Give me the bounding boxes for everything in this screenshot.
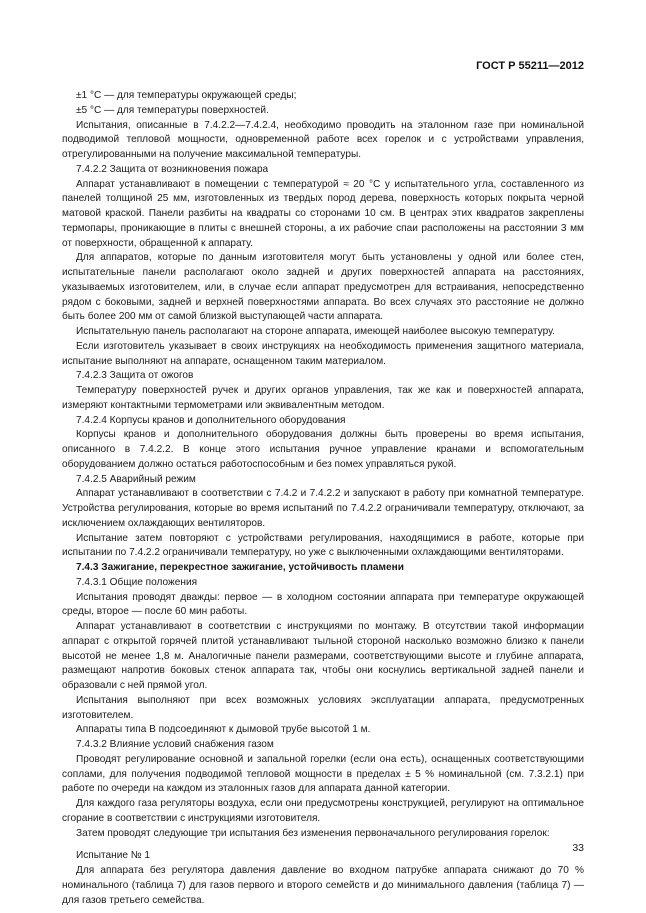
paragraph: Затем проводят следующие три испытания без изменения первоначального регулирования горелок: [76, 827, 550, 839]
section-heading: 7.4.3.1 Общие положения [76, 576, 198, 588]
document-body [62, 89, 584, 908]
paragraph: Испытания проводят дважды: первое — в холодном состоянии аппарата при температуре окружающей среды, второе — после 60 мин работы. [62, 591, 584, 618]
paragraph: Корпусы кранов и дополнительного оборудования должны быть проверены во время испытания, описанного в 7.4.2.2. В конце этого испытания ручное управление кранами и вспомогательным оборудованием должно остаться работоспособным и без помех управляться рукой. [62, 429, 584, 470]
paragraph: Температуру поверхностей ручек и других органов управления, так же как и поверхностей аппарата, измеряют контактными термометрами или эквивалентным методом. [62, 385, 584, 411]
page-number: 33 [572, 842, 584, 854]
paragraph-gap [62, 841, 584, 849]
standard-header: ГОСТ Р 55211—2012 [476, 60, 584, 72]
paragraph: Аппараты типа В подсоединяют к дымовой трубе высотой 1 м. [76, 724, 371, 736]
section-heading: 7.4.2.3 Защита от ожогов [76, 370, 194, 382]
section-heading: Испытание № 1 [76, 850, 151, 862]
section-heading: 7.4.3 Зажигание, перекрестное зажигание, устойчивость пламени [76, 562, 404, 573]
section-heading: 7.4.3.2 Влияние условий снабжения газом [76, 739, 274, 750]
paragraph: Если изготовитель указывает в своих инструкциях на необходимость применения защитного материала, испытание выполняют на аппарате, оснащенном таким материалом. [62, 340, 584, 367]
section-heading: 7.4.2.5 Аварийный режим [76, 473, 196, 485]
paragraph: Испытания выполняют при всех возможных условиях эксплуатации аппарата, предусмотренных изготовителем. [62, 694, 584, 721]
paragraph: Проводят регулирование основной и запальной горелки (если она есть), оснащенных соответствующими соплами, для получения подводимой тепловой мощности в пределах ± 5 % номинальной (см. 7.3.2.1) при работе по очереди на каждом из эталонных газов для аппарата данной категории. [62, 753, 584, 795]
paragraph: ±1 °С — для температуры окружающей среды; [76, 90, 297, 101]
section-heading: 7.4.2.2 Защита от возникновения пожара [76, 163, 269, 175]
paragraph: Для аппарата без регулятора давления давление во входном патрубке аппарата снижают до 70 % номинального (таблица 7) для газов первого и второго семейств и до минимального давления (таблица 7) — для газов третьего семейства. [62, 865, 584, 906]
paragraph: Аппарат устанавливают в помещении с температурой ≈ 20 °С у испытательного угла, составленного из панелей толщиной 25 мм, изготовленных из твердых пород дерева, поверхность которых покрыта черной матовой краской. Панели разбиты на квадраты со сторонами 10 см. В центрах этих квадратов закреплены термопары, проникающие в плиты с внешней стороны, а их рабочие спаи расположены на расстоянии 3 мм от поверхности, обращенной к аппарату. [62, 178, 584, 249]
paragraph: Испытания, описанные в 7.4.2.2—7.4.2.4, необходимо проводить на эталонном газе при номинальной подводимой тепловой мощности, одновременной работе всех горелок и с устройствами управления, отрегулированными на получение максимальной температуры. [62, 119, 584, 160]
paragraph: Испытательную панель располагают на стороне аппарата, имеющей наиболее высокую температуру. [76, 326, 555, 337]
paragraph: ±5 °С — для температуры поверхностей. [76, 104, 269, 116]
paragraph: Для каждого газа регуляторы воздуха, если они предусмотрены конструкцией, регулируют на оптимальное сгорание в соответствии с инструкциями изготовителя. [62, 798, 584, 824]
paragraph: Аппарат устанавливают в соответствии с 7.4.2 и 7.4.2.2 и запускают в работу при комнатной температуре. Устройства регулирования, которые во время испытаний по 7.4.2.2 ограничивали температуру, отключают, за исключением охлаждающих вентиляторов. [62, 488, 584, 529]
paragraph: Для аппаратов, которые по данным изготовителя могут быть установлены у одной или более стен, испытательные панели располагают около задней и других поверхностей аппарата на расстояниях, указываемых изготовителем, или, в случае если аппарат предусмотрен для встраивания, непосредственно рядом с боковыми, задней и верхней поверхностями аппарата. Во всех случаях это расстояние не должно быть более 200 мм от самой близкой выступающей части аппарата. [62, 252, 584, 323]
paragraph: Испытание затем повторяют с устройствами регулирования, находящимися в работе, которые при испытании по 7.4.2.2 ограничивали температуру, но уже с выключенными охлаждающими вентиляторами. [62, 532, 584, 559]
section-heading: 7.4.2.4 Корпусы кранов и дополнительного оборудования [76, 414, 346, 426]
paragraph: Аппарат устанавливают в соответствии с инструкциями по монтажу. В отсутствии такой информации аппарат с открытой горячей плитой устанавливают тыльной стороной насколько возможно близко к панели высотой не менее 1,8 м. Аналогичные панели размерами, соответствующими высоте и глубине аппарата, размещают напротив боковых стенок аппарата так, чтобы они коснулись вертикальной задней панели и образовали с ней прямой угол. [62, 621, 584, 691]
